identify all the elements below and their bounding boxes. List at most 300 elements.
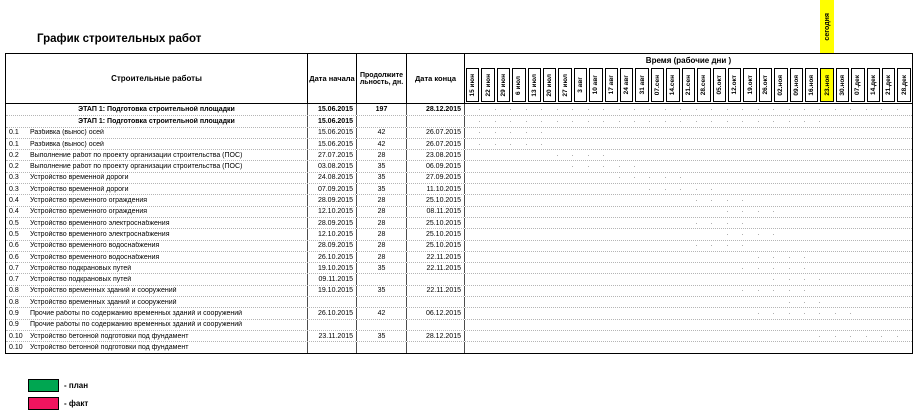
gantt-bar-plan bbox=[727, 245, 742, 246]
date-column-header bbox=[790, 68, 803, 102]
gantt-bar-fact bbox=[789, 121, 804, 122]
gantt-bar-plan bbox=[789, 290, 804, 291]
task-cell bbox=[6, 263, 308, 273]
task-name: ЭТАП 1: Подготовка строительной площадки bbox=[78, 106, 235, 114]
gantt-bar-plan bbox=[680, 109, 695, 110]
gantt-bar-plan bbox=[742, 268, 757, 269]
task-name: Устройство временного электроснабжения bbox=[30, 219, 170, 227]
task-row bbox=[6, 206, 912, 217]
gantt-bar-plan bbox=[866, 109, 881, 110]
end-date-cell: 25.10.2015 bbox=[407, 241, 465, 251]
gantt-bar-fact bbox=[465, 144, 479, 145]
task-cell bbox=[6, 139, 308, 149]
gantt-bar-plan bbox=[711, 223, 726, 224]
gantt-bar-plan bbox=[696, 200, 711, 201]
duration-cell bbox=[357, 320, 407, 330]
task-number: 0.10 bbox=[9, 332, 23, 340]
task-name: Устройство временного водоснабжения bbox=[30, 253, 160, 261]
task-cell bbox=[6, 274, 308, 284]
start-date-cell: 09.11.2015 bbox=[308, 274, 357, 284]
duration-cell: 28 bbox=[357, 218, 407, 228]
gantt-bar-fact bbox=[819, 279, 834, 280]
duration-cell: 42 bbox=[357, 128, 407, 138]
date-column-header bbox=[867, 68, 880, 102]
start-date-cell: 12.10.2015 bbox=[308, 207, 357, 217]
gantt-bar-plan bbox=[835, 109, 850, 110]
date-column-header bbox=[713, 68, 726, 102]
duration-cell: 28 bbox=[357, 150, 407, 160]
date-column-header bbox=[682, 68, 695, 102]
date-column-label: 09.ноя bbox=[792, 74, 800, 96]
gantt-bar-fact bbox=[603, 166, 618, 167]
today-marker bbox=[820, 0, 833, 53]
gantt-bar-plan bbox=[758, 268, 773, 269]
task-cell bbox=[6, 161, 308, 171]
date-column-header bbox=[882, 68, 895, 102]
task-number: 0.5 bbox=[9, 219, 19, 227]
gantt-bar-plan bbox=[773, 109, 788, 110]
gantt-bar-fact bbox=[510, 121, 525, 122]
gantt-bar-plan bbox=[804, 109, 819, 110]
date-column-label: 02.ноя bbox=[777, 74, 785, 96]
gantt-bar-fact bbox=[773, 257, 788, 258]
gantt-bar-plan bbox=[742, 245, 757, 246]
date-column-header bbox=[605, 68, 618, 102]
task-name: Устройство временных зданий и сооружений bbox=[30, 287, 177, 295]
gantt-bar-plan bbox=[742, 200, 757, 201]
end-date-cell: 26.07.2015 bbox=[407, 128, 465, 138]
col-header-start: Дата начала bbox=[308, 54, 357, 103]
task-number: 0.4 bbox=[9, 208, 19, 216]
gantt-bar-plan bbox=[634, 109, 649, 110]
task-cell bbox=[6, 241, 308, 251]
date-column-label: 26.окт bbox=[761, 75, 769, 95]
end-date-cell: 28.12.2015 bbox=[407, 104, 465, 115]
legend-item-fact bbox=[28, 395, 88, 411]
gantt-row bbox=[465, 128, 912, 138]
date-column-header bbox=[774, 68, 787, 102]
gantt-bar-plan bbox=[619, 109, 634, 110]
start-date-cell: 24.08.2015 bbox=[308, 173, 357, 183]
gantt-bar-fact bbox=[572, 166, 587, 167]
gantt-bar-plan bbox=[835, 313, 850, 314]
gantt-row bbox=[465, 150, 912, 160]
task-row bbox=[6, 138, 912, 149]
gantt-bar-plan bbox=[510, 109, 525, 110]
date-column-label: 05.окт bbox=[715, 75, 723, 95]
end-date-cell: 25.10.2015 bbox=[407, 218, 465, 228]
start-date-cell: 27.07.2015 bbox=[308, 150, 357, 160]
date-column-label: 21.дек bbox=[885, 74, 893, 96]
gantt-bar-plan bbox=[465, 132, 479, 133]
end-date-cell bbox=[407, 297, 465, 307]
date-column-label: 14.дек bbox=[869, 74, 877, 96]
task-name: Выполнение работ по проекту организации строительства (ПОС) bbox=[30, 163, 243, 171]
gantt-bar-fact bbox=[634, 166, 649, 167]
gantt-bar-fact bbox=[804, 279, 819, 280]
gantt-row bbox=[465, 286, 912, 296]
start-date-cell: 03.08.2015 bbox=[308, 161, 357, 171]
gantt-bar-plan bbox=[479, 132, 494, 133]
task-cell bbox=[6, 297, 308, 307]
gantt-bar-plan bbox=[541, 109, 556, 110]
gantt-bar-plan bbox=[789, 109, 804, 110]
task-number: 0.3 bbox=[9, 174, 19, 182]
start-date-cell: 15.06.2015 bbox=[308, 104, 357, 115]
gantt-row bbox=[465, 308, 912, 318]
date-column-header bbox=[697, 68, 710, 102]
start-date-cell: 26.10.2015 bbox=[308, 252, 357, 262]
date-column-header bbox=[620, 68, 633, 102]
task-row bbox=[6, 104, 912, 115]
gantt-bar-plan bbox=[773, 290, 788, 291]
fact-color-swatch bbox=[28, 397, 59, 410]
gantt-bar-plan bbox=[897, 109, 912, 110]
task-cell bbox=[6, 184, 308, 194]
start-date-cell: 19.10.2015 bbox=[308, 263, 357, 273]
gantt-bar-fact bbox=[727, 234, 742, 235]
gantt-bar-plan bbox=[603, 109, 618, 110]
gantt-bar-fact bbox=[711, 189, 726, 190]
task-number: 0.2 bbox=[9, 163, 19, 171]
date-column-label: 13 июл bbox=[530, 73, 538, 97]
date-column-label: 07.сен bbox=[654, 74, 662, 96]
date-column-label: 15 июн bbox=[469, 73, 477, 97]
gantt-bar-plan bbox=[603, 155, 618, 156]
gantt-bar-fact bbox=[510, 144, 525, 145]
date-column-label: 14.сен bbox=[669, 74, 677, 96]
gantt-bar-plan bbox=[742, 109, 757, 110]
duration-cell: 28 bbox=[357, 241, 407, 251]
task-cell bbox=[6, 320, 308, 330]
date-column-label: 17 авг bbox=[607, 75, 615, 95]
gantt-bar-plan bbox=[649, 177, 664, 178]
date-axis bbox=[465, 67, 912, 103]
date-column-header bbox=[589, 68, 602, 102]
end-date-cell bbox=[407, 274, 465, 284]
gantt-bar-fact bbox=[634, 121, 649, 122]
date-column-label: 27 июл bbox=[561, 73, 569, 97]
gantt-bar-fact bbox=[789, 302, 804, 303]
gantt-bar-plan bbox=[819, 313, 834, 314]
gantt-bar-fact bbox=[541, 144, 556, 145]
col-header-duration: Продолжительность, дн. bbox=[357, 54, 407, 103]
end-date-cell: 25.10.2015 bbox=[407, 229, 465, 239]
task-name: Устройство подкрановых путей bbox=[30, 264, 132, 272]
gantt-bar-plan bbox=[465, 109, 479, 110]
task-cell bbox=[6, 207, 308, 217]
duration-cell: 28 bbox=[357, 195, 407, 205]
gantt-bar-fact bbox=[742, 121, 757, 122]
gantt-bar-fact bbox=[727, 211, 742, 212]
gantt-bar-fact bbox=[479, 144, 494, 145]
task-number: 0.1 bbox=[9, 140, 19, 148]
date-column-header bbox=[466, 68, 479, 102]
end-date-cell: 27.09.2015 bbox=[407, 173, 465, 183]
start-date-cell: 15.06.2015 bbox=[308, 128, 357, 138]
duration-cell: 28 bbox=[357, 207, 407, 217]
gantt-bar-fact bbox=[495, 144, 510, 145]
date-column-label: 10 авг bbox=[592, 75, 600, 95]
task-cell bbox=[6, 104, 308, 115]
gantt-bar-plan bbox=[711, 109, 726, 110]
gantt-bar-plan bbox=[711, 200, 726, 201]
gantt-bar-fact bbox=[727, 121, 742, 122]
gantt-bar-plan bbox=[696, 245, 711, 246]
task-number: 0.6 bbox=[9, 253, 19, 261]
end-date-cell bbox=[407, 342, 465, 352]
date-column-header bbox=[543, 68, 556, 102]
gantt-bar-fact bbox=[526, 121, 541, 122]
task-name: Устройство временного ограждения bbox=[30, 197, 148, 205]
gantt-bar-fact bbox=[557, 121, 572, 122]
gantt-bar-fact bbox=[572, 121, 587, 122]
gantt-bar-plan bbox=[727, 223, 742, 224]
task-row bbox=[6, 160, 912, 171]
task-number: 0.7 bbox=[9, 276, 19, 284]
date-column-header bbox=[851, 68, 864, 102]
gantt-row bbox=[465, 139, 912, 149]
gantt-row bbox=[465, 218, 912, 228]
end-date-cell: 06.12.2015 bbox=[407, 308, 465, 318]
gantt-bar-fact bbox=[665, 189, 680, 190]
gantt-bar-fact bbox=[588, 166, 603, 167]
task-cell bbox=[6, 218, 308, 228]
task-number: 0.6 bbox=[9, 242, 19, 250]
gantt-bar-plan bbox=[804, 313, 819, 314]
end-date-cell: 25.10.2015 bbox=[407, 195, 465, 205]
gantt-bar-fact bbox=[588, 121, 603, 122]
task-cell bbox=[6, 342, 308, 352]
task-row bbox=[6, 240, 912, 251]
gantt-bar-plan bbox=[495, 132, 510, 133]
task-number: 0.5 bbox=[9, 230, 19, 238]
gantt-bar-plan bbox=[557, 155, 572, 156]
task-cell bbox=[6, 252, 308, 262]
gantt-bar-fact bbox=[696, 121, 711, 122]
task-name: Устройство временного ограждения bbox=[30, 208, 148, 216]
gantt-row bbox=[465, 229, 912, 239]
task-number: 0.9 bbox=[9, 321, 19, 329]
task-cell bbox=[6, 173, 308, 183]
task-row bbox=[6, 115, 912, 126]
gantt-bar-plan bbox=[526, 109, 541, 110]
gantt-bar-fact bbox=[711, 121, 726, 122]
date-column-header bbox=[528, 68, 541, 102]
plan-color-swatch bbox=[28, 379, 59, 392]
start-date-cell: 07.09.2015 bbox=[308, 184, 357, 194]
date-column-header bbox=[743, 68, 756, 102]
end-date-cell: 22.11.2015 bbox=[407, 252, 465, 262]
gantt-bar-plan bbox=[649, 109, 664, 110]
task-row bbox=[6, 273, 912, 284]
task-number: 0.3 bbox=[9, 185, 19, 193]
end-date-cell bbox=[407, 320, 465, 330]
gantt-row bbox=[465, 195, 912, 205]
gantt-bar-fact bbox=[758, 211, 773, 212]
task-row bbox=[6, 296, 912, 307]
task-name: Устройство временного электроснабжения bbox=[30, 230, 170, 238]
gantt-bar-fact bbox=[665, 121, 680, 122]
schedule-table bbox=[5, 53, 913, 354]
gantt-bar-plan bbox=[696, 109, 711, 110]
task-cell bbox=[6, 116, 308, 126]
task-number: 0.2 bbox=[9, 151, 19, 159]
gantt-bar-plan bbox=[510, 132, 525, 133]
gantt-bar-fact bbox=[526, 144, 541, 145]
date-column-label: 16.ноя bbox=[808, 74, 816, 96]
gantt-bar-fact bbox=[495, 121, 510, 122]
gantt-bar-plan bbox=[850, 336, 865, 337]
page-title: График строительных работ bbox=[37, 33, 202, 45]
duration-cell: 197 bbox=[357, 104, 407, 115]
task-name: Прочие работы по содержанию временных зданий и сооружений bbox=[30, 309, 243, 317]
gantt-bar-fact bbox=[465, 121, 479, 122]
date-column-label: 12.окт bbox=[731, 75, 739, 95]
task-number: 0.4 bbox=[9, 197, 19, 205]
time-axis-title: Время (рабочие дни ) bbox=[645, 56, 732, 65]
task-cell bbox=[6, 229, 308, 239]
time-axis-header bbox=[465, 54, 912, 103]
legend bbox=[28, 377, 88, 413]
gantt-bar-fact bbox=[819, 121, 834, 122]
gantt-bar-plan bbox=[727, 109, 742, 110]
date-column-header bbox=[836, 68, 849, 102]
gantt-bar-fact bbox=[680, 189, 695, 190]
duration-cell: 42 bbox=[357, 139, 407, 149]
task-number: 0.9 bbox=[9, 309, 19, 317]
date-column-label: 20 июл bbox=[546, 73, 554, 97]
date-column-label: 24 авг bbox=[623, 75, 631, 95]
gantt-bar-plan bbox=[866, 336, 881, 337]
task-name: Разбивка (вынос) осей bbox=[30, 140, 104, 148]
gantt-bar-fact bbox=[742, 234, 757, 235]
table-header-row bbox=[6, 54, 912, 104]
task-row bbox=[6, 330, 912, 341]
gantt-bar-fact bbox=[819, 302, 834, 303]
task-row bbox=[6, 262, 912, 273]
task-name: Разбивка (вынос) осей bbox=[30, 129, 104, 137]
task-number: 0.10 bbox=[9, 343, 23, 351]
duration-cell: 35 bbox=[357, 184, 407, 194]
gantt-bar-plan bbox=[619, 177, 634, 178]
gantt-bar-fact bbox=[603, 121, 618, 122]
start-date-cell: 12.10.2015 bbox=[308, 229, 357, 239]
gantt-bar-plan bbox=[773, 268, 788, 269]
duration-cell bbox=[357, 274, 407, 284]
gantt-row bbox=[465, 297, 912, 307]
gantt-bar-plan bbox=[789, 313, 804, 314]
date-column-label: 31 авг bbox=[638, 75, 646, 95]
gantt-bar-plan bbox=[758, 109, 773, 110]
date-column-header bbox=[558, 68, 571, 102]
gantt-bar-fact bbox=[649, 121, 664, 122]
date-column-header bbox=[666, 68, 679, 102]
task-row bbox=[6, 251, 912, 262]
gantt-bar-fact bbox=[758, 234, 773, 235]
gantt-bar-fact bbox=[804, 257, 819, 258]
task-row bbox=[6, 319, 912, 330]
gantt-bar-plan bbox=[850, 313, 865, 314]
gantt-bar-plan bbox=[711, 245, 726, 246]
duration-cell: 42 bbox=[357, 308, 407, 318]
task-name: Устройство бетонной подготовки под фундамент bbox=[30, 332, 189, 340]
end-date-cell: 26.07.2015 bbox=[407, 139, 465, 149]
duration-cell: 28 bbox=[357, 252, 407, 262]
gantt-bar-plan bbox=[789, 268, 804, 269]
date-column-label: 28.сен bbox=[700, 74, 708, 96]
date-column-header bbox=[512, 68, 525, 102]
gantt-bar-plan bbox=[758, 313, 773, 314]
task-row bbox=[6, 217, 912, 228]
gantt-row bbox=[465, 331, 912, 341]
task-row bbox=[6, 183, 912, 194]
end-date-cell: 22.11.2015 bbox=[407, 263, 465, 273]
task-name: ЭТАП 1: Подготовка строительной площадки bbox=[78, 117, 235, 125]
gantt-bar-fact bbox=[619, 166, 634, 167]
date-column-header bbox=[897, 68, 910, 102]
gantt-row bbox=[465, 104, 912, 115]
date-column-label: 6 июл bbox=[515, 75, 523, 95]
date-column-label: 22 июн bbox=[484, 73, 492, 97]
date-column-label: 19.окт bbox=[746, 75, 754, 95]
gantt-row bbox=[465, 173, 912, 183]
end-date-cell: 06.09.2015 bbox=[407, 161, 465, 171]
fact-legend-label: - факт bbox=[64, 398, 89, 408]
task-row bbox=[6, 194, 912, 205]
gantt-bar-plan bbox=[742, 223, 757, 224]
task-number: 0.7 bbox=[9, 264, 19, 272]
gantt-bar-plan bbox=[819, 336, 834, 337]
gantt-bar-plan bbox=[804, 268, 819, 269]
gantt-bar-plan bbox=[634, 177, 649, 178]
end-date-cell: 11.10.2015 bbox=[407, 184, 465, 194]
gantt-bar-plan bbox=[804, 290, 819, 291]
start-date-cell bbox=[308, 342, 357, 352]
date-column-header bbox=[820, 68, 833, 102]
date-column-header bbox=[497, 68, 510, 102]
gantt-bar-plan bbox=[742, 290, 757, 291]
gantt-row bbox=[465, 263, 912, 273]
gantt-row bbox=[465, 184, 912, 194]
table-body bbox=[6, 104, 912, 353]
duration-cell bbox=[357, 116, 407, 126]
gantt-row bbox=[465, 207, 912, 217]
start-date-cell: 28.09.2015 bbox=[308, 218, 357, 228]
gantt-row bbox=[465, 116, 912, 126]
end-date-cell: 08.11.2015 bbox=[407, 207, 465, 217]
plan-legend-label: - план bbox=[64, 380, 89, 390]
date-column-header bbox=[574, 68, 587, 102]
gantt-bar-fact bbox=[773, 121, 788, 122]
gantt-bar-fact bbox=[696, 189, 711, 190]
gantt-bar-plan bbox=[557, 109, 572, 110]
start-date-cell: 23.11.2015 bbox=[308, 331, 357, 341]
gantt-bar-plan bbox=[850, 109, 865, 110]
duration-cell: 35 bbox=[357, 161, 407, 171]
date-column-label: 21.сен bbox=[684, 74, 692, 96]
gantt-bar-plan bbox=[588, 109, 603, 110]
gantt-row bbox=[465, 252, 912, 262]
gantt-bar-plan bbox=[680, 177, 695, 178]
duration-cell bbox=[357, 342, 407, 352]
task-cell bbox=[6, 150, 308, 160]
gantt-bar-fact bbox=[789, 279, 804, 280]
duration-cell: 35 bbox=[357, 173, 407, 183]
gantt-bar-fact bbox=[649, 189, 664, 190]
gantt-bar-fact bbox=[479, 121, 494, 122]
gantt-bar-plan bbox=[526, 132, 541, 133]
